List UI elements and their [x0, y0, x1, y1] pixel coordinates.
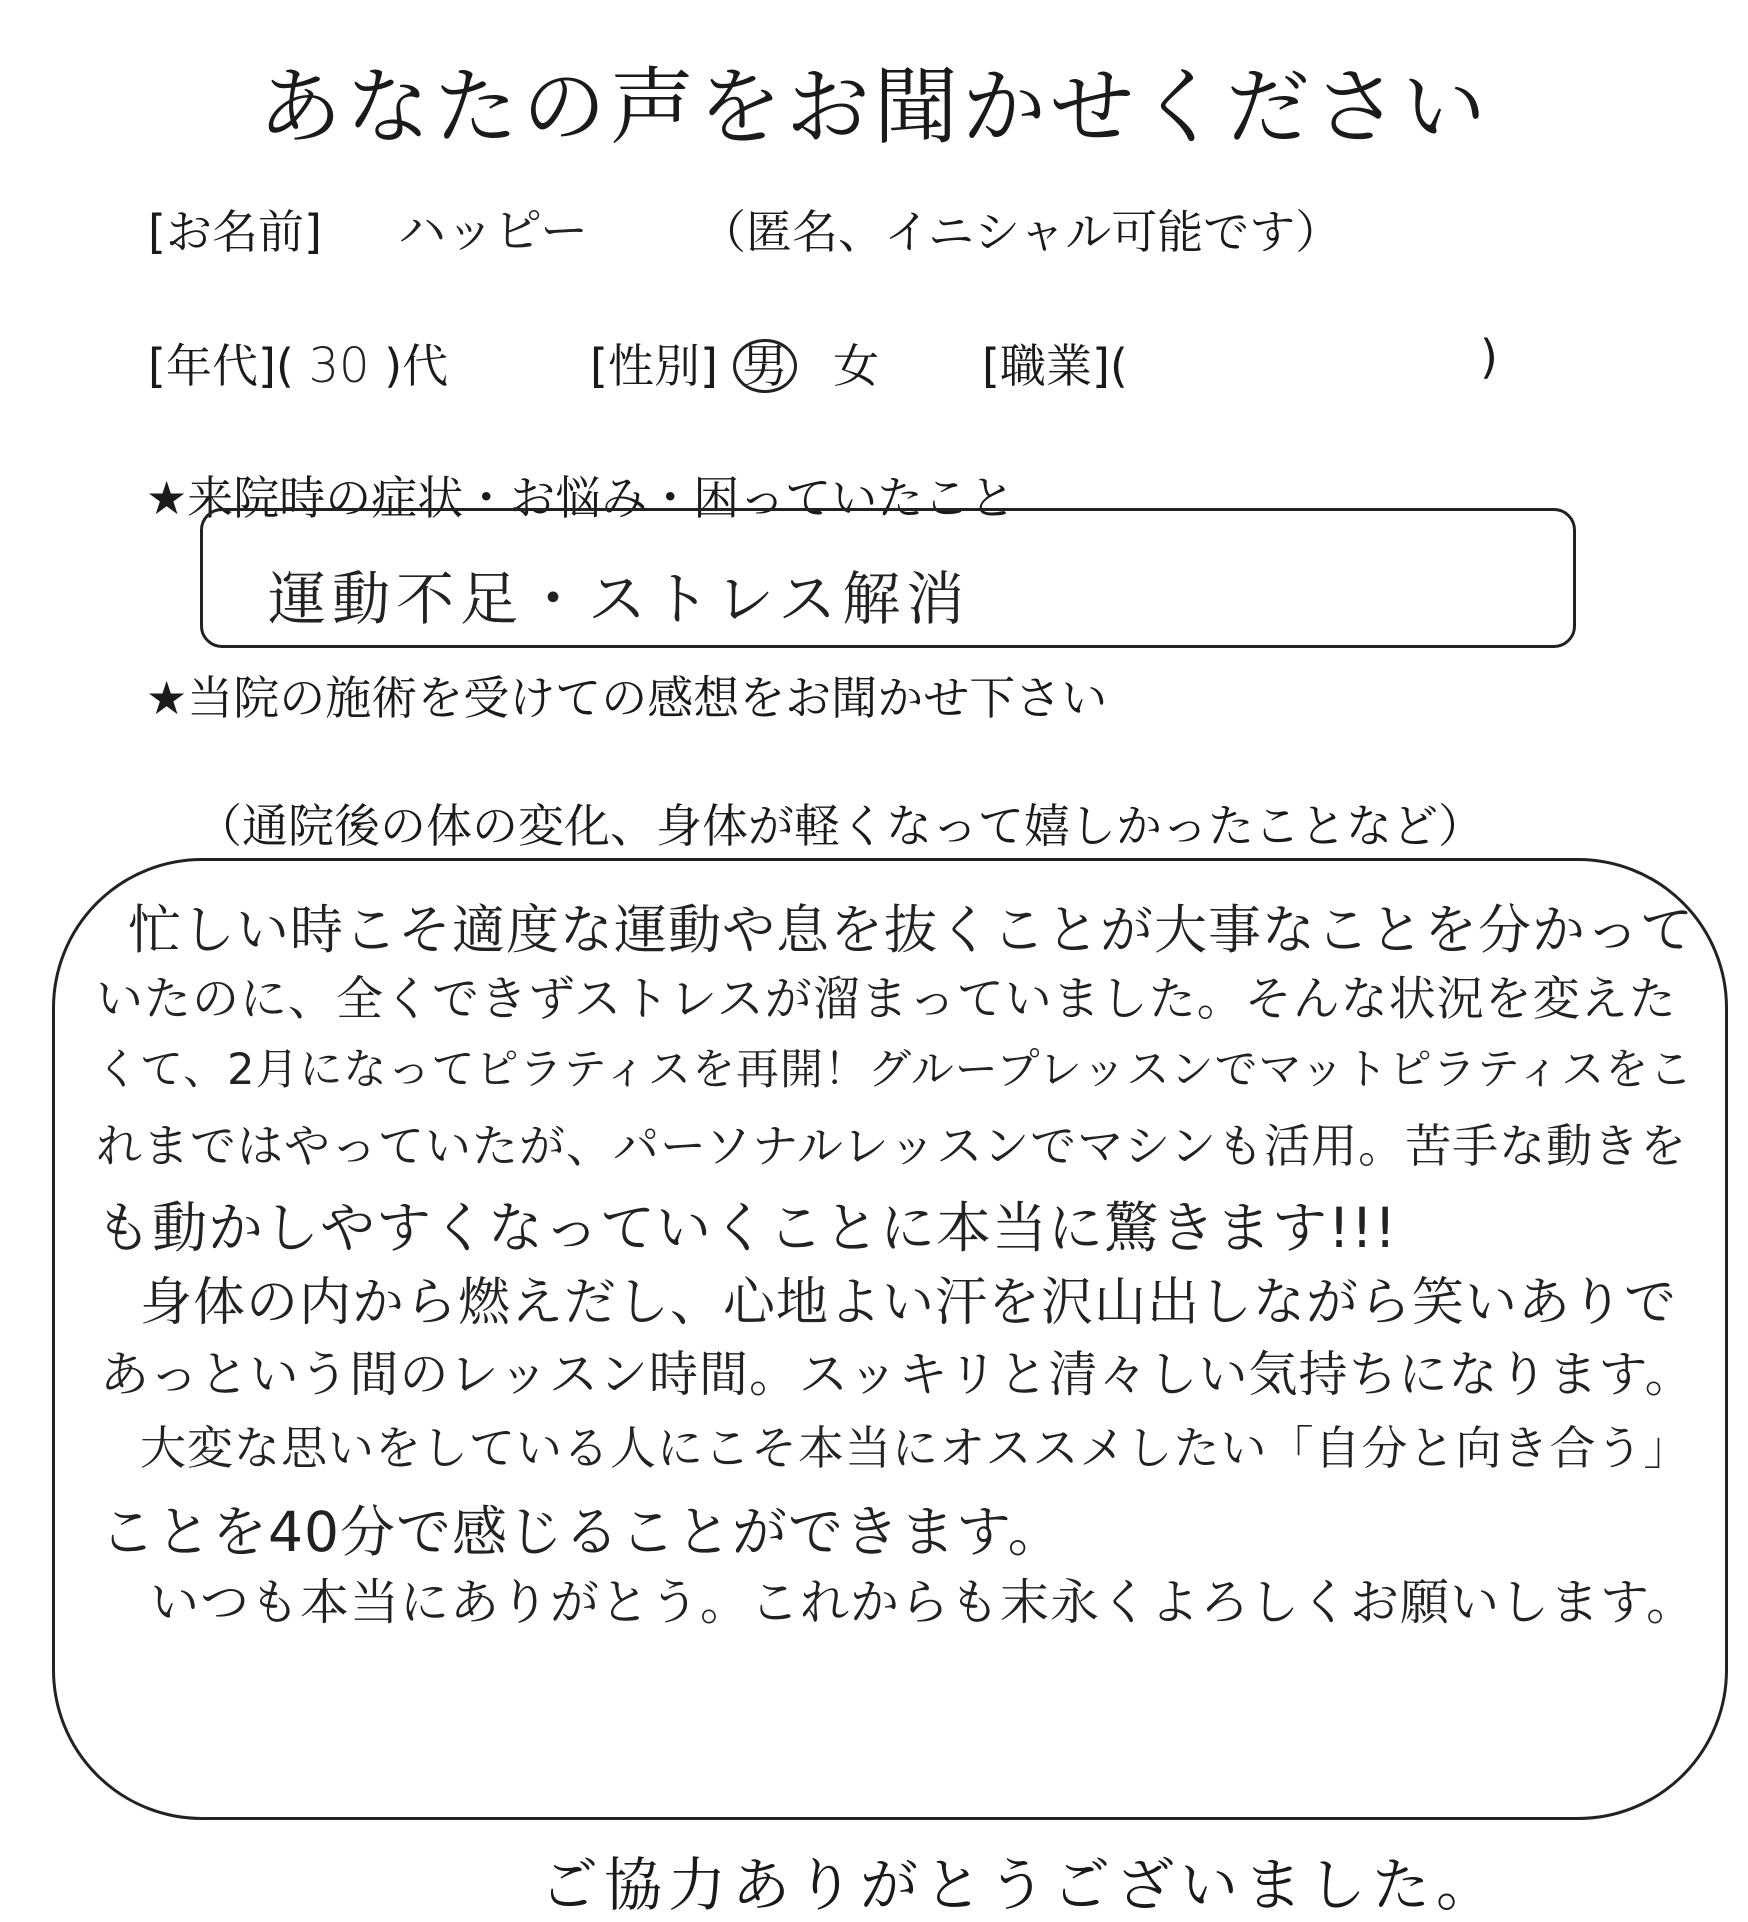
job-group: [982, 330, 1128, 396]
closing-message: ご協力ありがとうございました。: [540, 1851, 1501, 1919]
gender-group: [590, 330, 879, 396]
age-group: [148, 330, 448, 396]
letter-line: いつも本当にありがとう。これからも末永くよろしくお願いします。: [150, 1574, 1697, 1631]
age-value: 30: [308, 338, 370, 394]
age-open-paren: (: [275, 339, 294, 393]
form-title: あなたの声をお聞かせください: [257, 58, 1490, 156]
name-note: （匿名、イニシャル可能です）: [700, 205, 1342, 259]
letter-line: 大変な思いをしている人にこそ本当にオススメしたい「自分と向き合う」: [140, 1421, 1691, 1475]
letter-line: 忙しい時こそ適度な運動や息を抜くことが大事なことを分かって: [128, 900, 1694, 961]
letter-line: も動かしやすくなっていくことに本当に驚きます!!!: [96, 1196, 1398, 1260]
age-label: [年代]: [148, 339, 276, 393]
job-open-paren: (: [1109, 339, 1128, 393]
job-close-paren: ): [1480, 330, 1498, 384]
name-value: ハッピー: [398, 203, 589, 259]
letter-line: くて、2月になってピラティスを再開！グループレッスンでマットピラティスをこ: [96, 1045, 1694, 1095]
gender-female: 女: [833, 339, 880, 393]
gender-label: [性別]: [590, 339, 718, 393]
section2-subheading: （通院後の体の変化、身体が軽くなって嬉しかったことなど）: [196, 799, 1484, 853]
name-label: [お名前]: [148, 205, 322, 259]
job-label: [職業]: [982, 339, 1110, 393]
letter-line: あっという間のレッスン時間。スッキリと清々しい気持ちになります。: [100, 1346, 1695, 1403]
letter-line: いたのに、全くできずストレスが溜まっていました。そんな状況を変えた: [96, 972, 1677, 1027]
section2-heading: ★当院の施術を受けての感想をお聞かせ下さい: [146, 671, 1108, 725]
section1-heading: ★来院時の症状・お悩み・困っていたこと: [146, 471, 1016, 525]
letter-line: れまではやっていたが、パーソナルレッスンでマシンも活用。苦手な動きを: [96, 1119, 1688, 1173]
letter-line: ことを40分で感じることができます。: [100, 1500, 1064, 1564]
gender-male-circled: 男: [733, 339, 797, 393]
letter-line: 身体の内から燃えだし、心地よい汗を沢山出しながら笑いありで: [140, 1273, 1678, 1333]
age-close-paren: )代: [384, 339, 449, 393]
section1-answer: 運動不足・ストレス解消: [268, 565, 971, 633]
